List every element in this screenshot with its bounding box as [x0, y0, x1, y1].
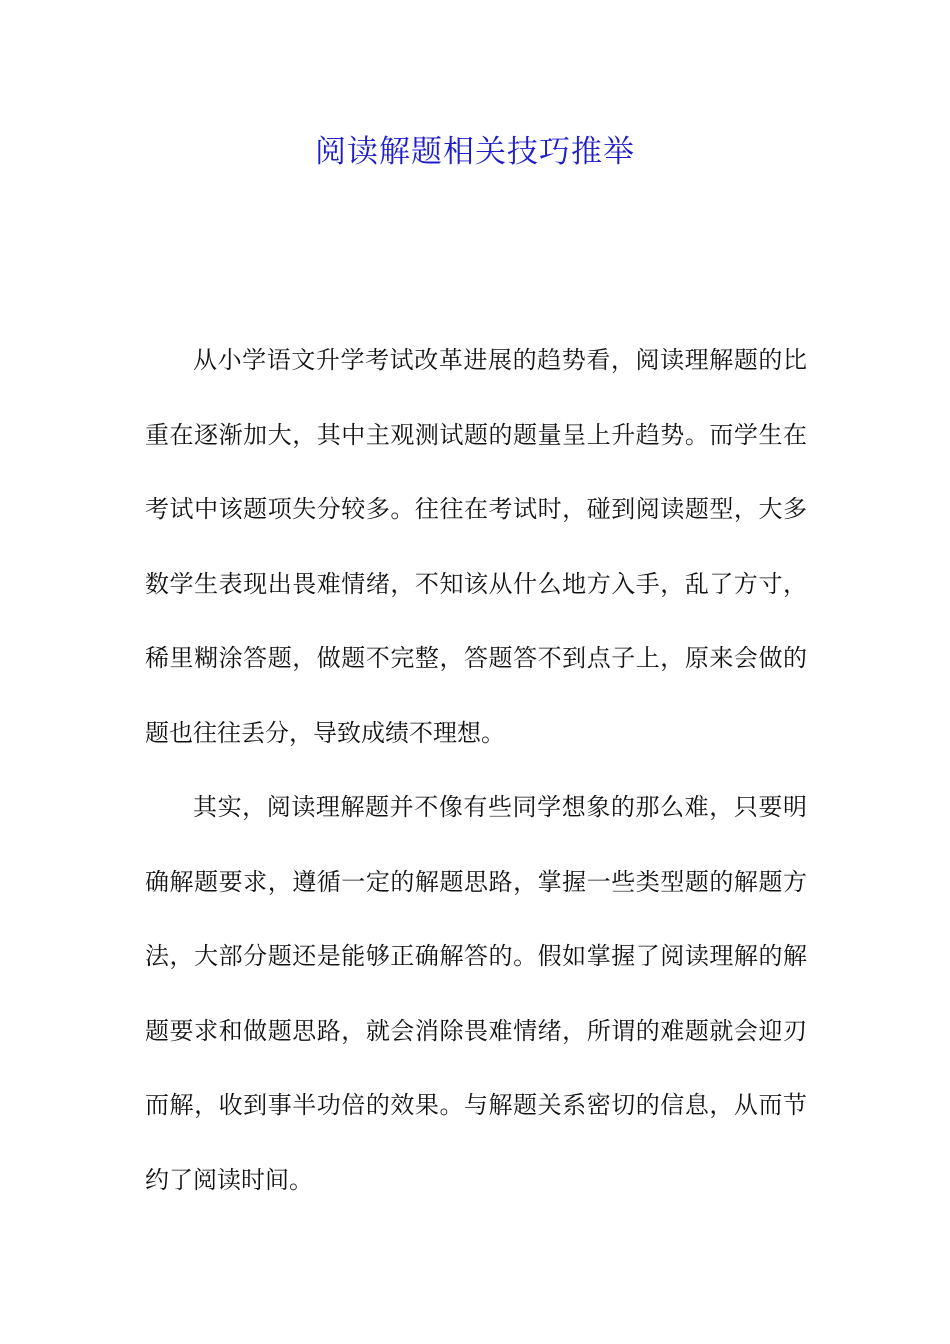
document-title: 阅读解题相关技巧推举 [315, 134, 635, 170]
paragraph-1: 从小学语文升学考试改革进展的趋势看，阅读理解题的比重在逐渐加大，其中主观测试题的题量呈上升趋势。而学生在考试中该题项失分较多。往往在考试时，碰到阅读题型，大多数学生表现出畏难情绪，不知该从什么地方入手，乱了方寸，稀里糊涂答题，做题不完整，答题答不到点子上，原来会做的题也往往丢分，导致成绩不理想。 [145, 346, 807, 747]
paragraph-2: 其实，阅读理解题并不像有些同学想象的那么难，只要明确解题要求，遵循一定的解题思路，掌握一些类型题的解题方法，大部分题还是能够正确解答的。假如掌握了阅读理解的解题要求和做题思路，就会消除畏难情绪，所谓的难题就会迎刃而解，收到事半功倍的效果。与解题关系密切的信息，从而节约了阅读时间。 [145, 793, 807, 1194]
